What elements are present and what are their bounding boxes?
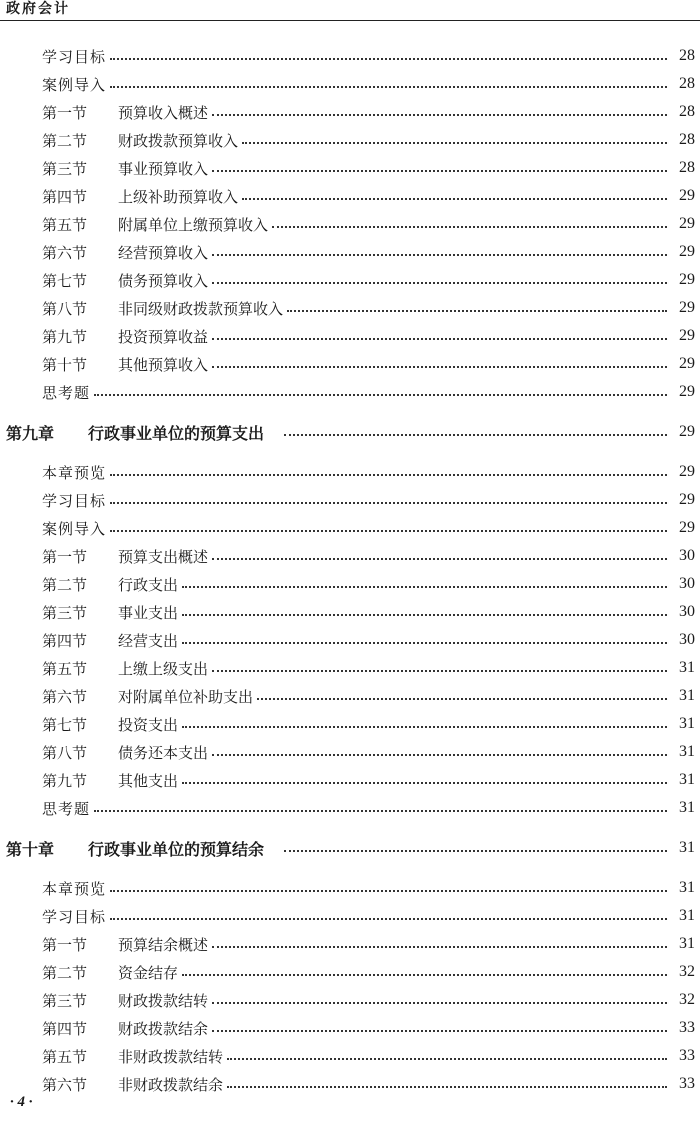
dot-leader — [94, 394, 667, 396]
toc-entry-page: 29 — [679, 215, 695, 232]
dot-leader — [227, 1058, 667, 1060]
toc-entry-title: 上缴上级支出 — [118, 659, 209, 678]
section-number: 第七节 — [42, 715, 88, 734]
dot-leader — [110, 890, 667, 892]
section-number: 第三节 — [42, 159, 88, 178]
header-rule — [0, 20, 700, 21]
running-header: 政府会计 — [6, 1, 70, 17]
toc-entry-page: 29 — [679, 299, 695, 316]
section-number: 第十节 — [42, 355, 88, 374]
toc-entry-title: 上级补助预算收入 — [118, 187, 239, 206]
section-number: 第一节 — [42, 935, 88, 954]
toc-section-entry[interactable] — [0, 738, 700, 766]
toc-entry-page: 28 — [679, 131, 695, 148]
toc-section-entry[interactable] — [0, 294, 700, 322]
dot-leader — [212, 366, 667, 368]
toc-entry[interactable] — [0, 70, 700, 98]
toc-entry-title: 对附属单位补助支出 — [118, 687, 254, 706]
dot-leader — [110, 530, 667, 532]
section-number: 第四节 — [42, 631, 88, 650]
toc-section-entry[interactable] — [0, 350, 700, 378]
toc-entry-title: 预算结余概述 — [118, 935, 209, 954]
toc-entry-title: 债务预算收入 — [118, 271, 209, 290]
toc-section-entry[interactable] — [0, 766, 700, 794]
toc-entry-page: 29 — [679, 491, 695, 508]
chapter-title: 行政事业单位的预算支出 — [88, 423, 265, 443]
section-number: 第六节 — [42, 243, 88, 262]
dot-leader — [212, 114, 667, 116]
toc-entry-page: 30 — [679, 547, 695, 564]
toc-section-entry[interactable] — [0, 1042, 700, 1070]
toc-entry[interactable] — [0, 794, 700, 822]
dot-leader — [110, 474, 667, 476]
dot-leader — [212, 670, 667, 672]
toc-entry-title: 非同级财政拨款预算收入 — [118, 299, 284, 318]
toc-entry-title: 财政拨款结余 — [118, 1019, 209, 1038]
section-number: 第一节 — [42, 547, 88, 566]
toc-entry-title: 财政拨款结转 — [118, 991, 209, 1010]
dot-leader — [212, 1002, 667, 1004]
toc-section-entry[interactable] — [0, 154, 700, 182]
toc-entry-title: 其他预算收入 — [118, 355, 209, 374]
toc-entry-page: 31 — [679, 687, 695, 704]
toc-entry-page: 31 — [679, 907, 695, 924]
toc-entry-title: 附属单位上缴预算收入 — [118, 215, 269, 234]
toc-chapter-9[interactable] — [0, 418, 700, 446]
toc-section-entry[interactable] — [0, 986, 700, 1014]
dot-leader — [242, 142, 667, 144]
toc-entry-title: 学习目标 — [42, 907, 107, 926]
section-number: 第五节 — [42, 659, 88, 678]
toc-section-entry[interactable] — [0, 98, 700, 126]
toc-entry-page: 30 — [679, 575, 695, 592]
chapter-page: 29 — [679, 423, 695, 440]
toc-entry-page: 29 — [679, 519, 695, 536]
chapter-number: 第九章 — [6, 423, 55, 443]
section-number: 第二节 — [42, 963, 88, 982]
section-number: 第八节 — [42, 743, 88, 762]
toc-entry-title: 事业支出 — [118, 603, 179, 622]
toc-entry-page: 29 — [679, 355, 695, 372]
toc-entry-page: 30 — [679, 603, 695, 620]
dot-leader — [257, 698, 667, 700]
toc-section-entry[interactable] — [0, 1014, 700, 1042]
dot-leader — [212, 338, 667, 340]
toc-entry-page: 29 — [679, 271, 695, 288]
toc-section-entry[interactable] — [0, 626, 700, 654]
page-number: · 4 · — [10, 1094, 33, 1110]
toc-section-entry[interactable] — [0, 1070, 700, 1098]
dot-leader — [110, 58, 667, 60]
toc-section-entry[interactable] — [0, 682, 700, 710]
chapter-page: 31 — [679, 839, 695, 856]
toc-entry-page: 28 — [679, 159, 695, 176]
section-number: 第四节 — [42, 1019, 88, 1038]
dot-leader — [182, 586, 667, 588]
toc-section-entry[interactable] — [0, 654, 700, 682]
toc-entry-title: 案例导入 — [42, 519, 107, 538]
dot-leader — [212, 1030, 667, 1032]
toc-entry[interactable] — [0, 42, 700, 70]
dot-leader — [284, 850, 667, 852]
toc-entry-title: 投资支出 — [118, 715, 179, 734]
toc-entry-page: 29 — [679, 383, 695, 400]
dot-leader — [287, 310, 667, 312]
section-number: 第六节 — [42, 687, 88, 706]
toc-entry[interactable] — [0, 514, 700, 542]
section-number: 第四节 — [42, 187, 88, 206]
dot-leader — [227, 1086, 667, 1088]
section-number: 第六节 — [42, 1075, 88, 1094]
toc-entry-page: 31 — [679, 935, 695, 952]
toc-entry[interactable] — [0, 486, 700, 514]
dot-leader — [272, 226, 667, 228]
toc-entry-title: 经营预算收入 — [118, 243, 209, 262]
toc-entry-page: 31 — [679, 771, 695, 788]
toc-section-entry[interactable] — [0, 570, 700, 598]
section-number: 第二节 — [42, 131, 88, 150]
dot-leader — [94, 810, 667, 812]
toc-entry-title: 其他支出 — [118, 771, 179, 790]
toc-entry-page: 28 — [679, 75, 695, 92]
toc-entry-page: 29 — [679, 243, 695, 260]
toc-section-entry[interactable] — [0, 710, 700, 738]
dot-leader — [212, 254, 667, 256]
toc-entry-page: 31 — [679, 715, 695, 732]
chapter-title: 行政事业单位的预算结余 — [88, 839, 265, 859]
toc-entry-title: 预算收入概述 — [118, 103, 209, 122]
toc-entry-page: 32 — [679, 991, 695, 1008]
section-number: 第三节 — [42, 991, 88, 1010]
toc-entry-title: 学习目标 — [42, 47, 107, 66]
section-number: 第二节 — [42, 575, 88, 594]
toc-entry-page: 31 — [679, 659, 695, 676]
toc-entry-title: 本章预览 — [42, 879, 107, 898]
section-number: 第九节 — [42, 327, 88, 346]
dot-leader — [182, 642, 667, 644]
toc-section-entry[interactable] — [0, 322, 700, 350]
dot-leader — [110, 502, 667, 504]
section-number: 第七节 — [42, 271, 88, 290]
toc-entry-page: 33 — [679, 1019, 695, 1036]
dot-leader — [212, 558, 667, 560]
toc-entry-title: 预算支出概述 — [118, 547, 209, 566]
toc-entry-page: 32 — [679, 963, 695, 980]
dot-leader — [110, 918, 667, 920]
toc-entry-title: 学习目标 — [42, 491, 107, 510]
toc-entry-title: 投资预算收益 — [118, 327, 209, 346]
dot-leader — [284, 434, 667, 436]
toc-entry-page: 31 — [679, 743, 695, 760]
toc-entry-page: 29 — [679, 187, 695, 204]
toc-section-entry[interactable] — [0, 542, 700, 570]
dot-leader — [182, 614, 667, 616]
section-number: 第三节 — [42, 603, 88, 622]
toc-entry-page: 31 — [679, 879, 695, 896]
toc-section-entry[interactable] — [0, 210, 700, 238]
toc-entry-title: 资金结存 — [118, 963, 179, 982]
toc-entry[interactable] — [0, 902, 700, 930]
toc-section-entry[interactable] — [0, 126, 700, 154]
toc-entry-title: 非财政拨款结余 — [118, 1075, 224, 1094]
dot-leader — [182, 782, 667, 784]
toc-entry-title: 事业预算收入 — [118, 159, 209, 178]
dot-leader — [182, 974, 667, 976]
toc-entry-page: 33 — [679, 1075, 695, 1092]
chapter-number: 第十章 — [6, 839, 55, 859]
toc-entry-title: 经营支出 — [118, 631, 179, 650]
toc-section-entry[interactable] — [0, 238, 700, 266]
toc-entry-title: 债务还本支出 — [118, 743, 209, 762]
toc-entry-page: 33 — [679, 1047, 695, 1064]
toc-entry-page: 29 — [679, 463, 695, 480]
toc-entry-title: 本章预览 — [42, 463, 107, 482]
toc-chapter-10[interactable] — [0, 834, 700, 862]
toc-entry-title: 思考题 — [42, 383, 91, 402]
section-number: 第五节 — [42, 1047, 88, 1066]
toc-section-entry[interactable] — [0, 598, 700, 626]
toc-entry-title: 非财政拨款结转 — [118, 1047, 224, 1066]
dot-leader — [212, 170, 667, 172]
toc-entry-page: 31 — [679, 799, 695, 816]
toc-entry[interactable] — [0, 378, 700, 406]
toc-entry[interactable] — [0, 458, 700, 486]
dot-leader — [182, 726, 667, 728]
toc-entry-page: 30 — [679, 631, 695, 648]
toc-entry-title: 财政拨款预算收入 — [118, 131, 239, 150]
toc-entry-page: 28 — [679, 47, 695, 64]
toc-entry-page: 29 — [679, 327, 695, 344]
section-number: 第八节 — [42, 299, 88, 318]
toc-section-entry[interactable] — [0, 930, 700, 958]
section-number: 第五节 — [42, 215, 88, 234]
toc-section-entry[interactable] — [0, 182, 700, 210]
section-number: 第九节 — [42, 771, 88, 790]
dot-leader — [212, 282, 667, 284]
toc-entry[interactable] — [0, 874, 700, 902]
toc-entry-page: 28 — [679, 103, 695, 120]
dot-leader — [242, 198, 667, 200]
dot-leader — [110, 86, 667, 88]
toc-section-entry[interactable] — [0, 266, 700, 294]
toc-entry-title: 思考题 — [42, 799, 91, 818]
dot-leader — [212, 754, 667, 756]
dot-leader — [212, 946, 667, 948]
toc-entry-title: 案例导入 — [42, 75, 107, 94]
toc-entry-title: 行政支出 — [118, 575, 179, 594]
toc-section-entry[interactable] — [0, 958, 700, 986]
section-number: 第一节 — [42, 103, 88, 122]
